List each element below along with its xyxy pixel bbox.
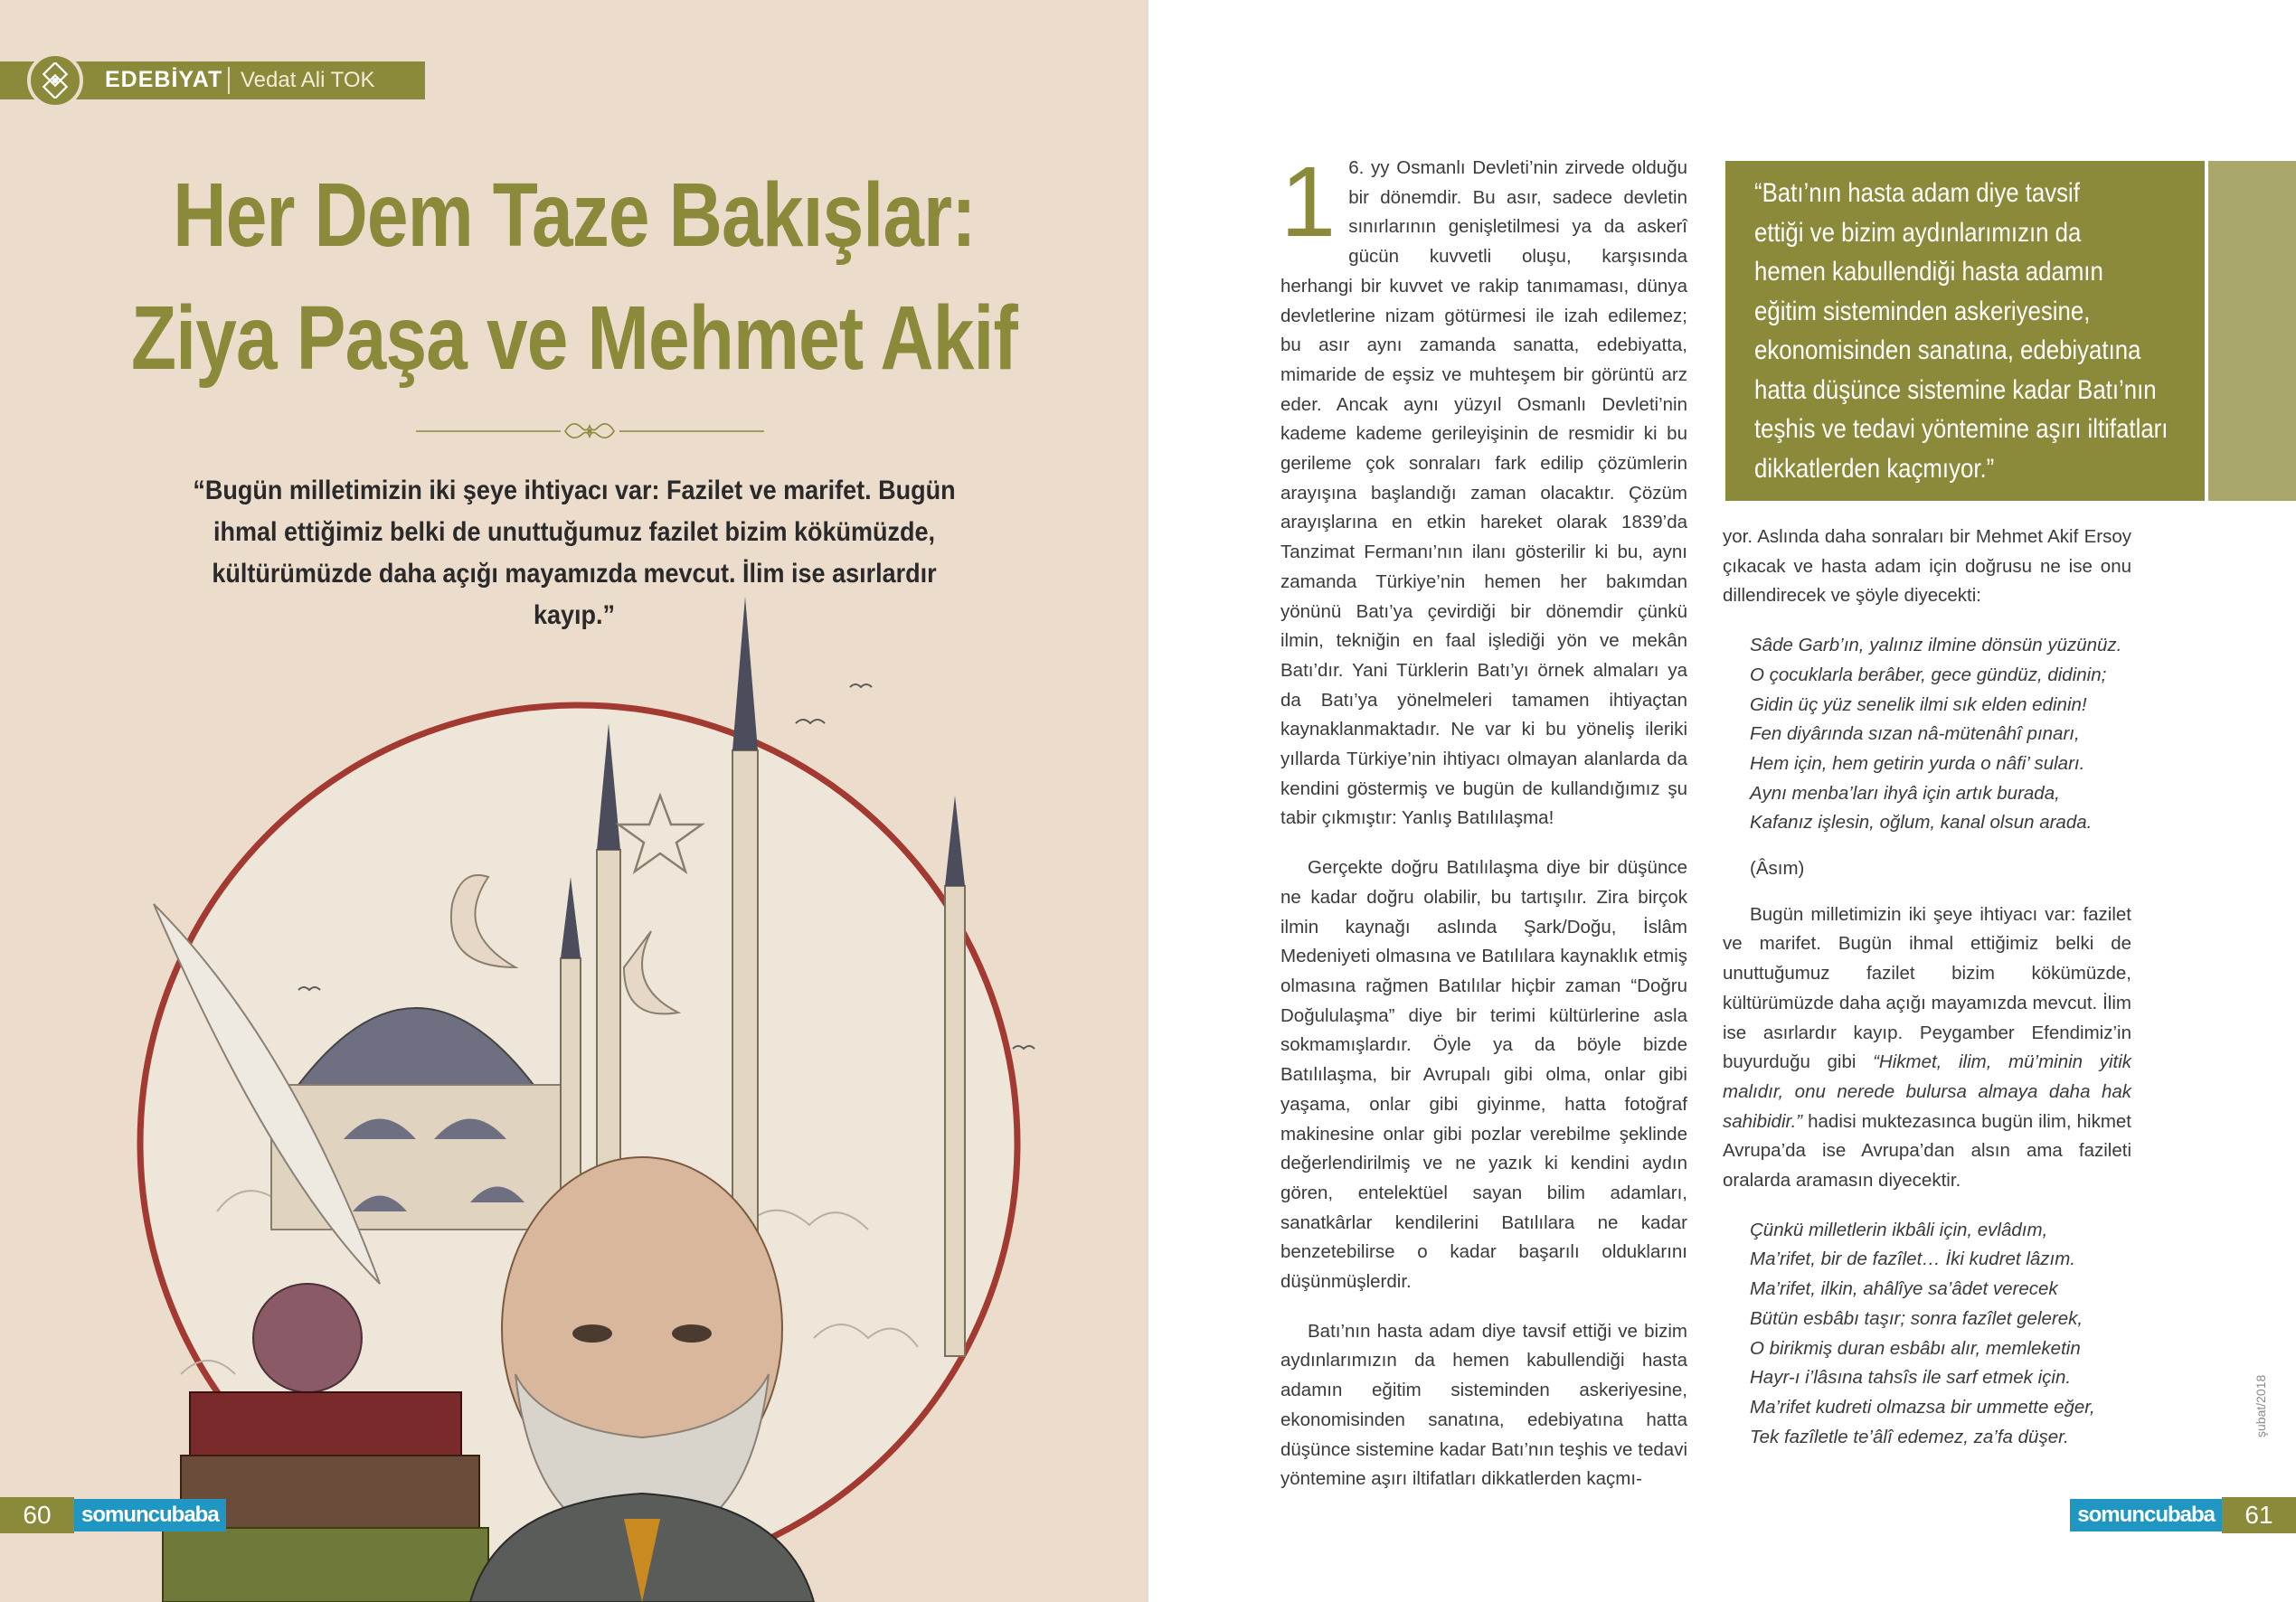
poem-line: Ma’rifet, bir de fazîlet… İki kudret lâzım. xyxy=(1750,1249,2076,1270)
poem-line: Tek fazîletle te’âlî edemez, za’fa düşer. xyxy=(1750,1426,2069,1447)
illustration-mehmet-akif-portrait xyxy=(0,579,1148,1602)
poem-line: Hem için, hem getirin yurda o nâfi’ suları. xyxy=(1750,752,2085,774)
pull-quote-line: teşhis ve tedavi yöntemine aşırı iltifatları xyxy=(1754,414,2168,444)
poem-line: Kafanız işlesin, oğlum, kanal olsun arada. xyxy=(1750,812,2093,834)
poem-line: Gidin üç yüz senelik ilmi sık elden edinin! xyxy=(1750,693,2087,715)
issue-date: şubat/2018 xyxy=(2253,1374,2268,1437)
article-column-right xyxy=(1723,523,2131,1468)
poem-line: O birikmiş duran esbâbı alır, memleketin xyxy=(1750,1337,2081,1359)
paragraph: yor. Aslında daha sonraları bir Mehmet Akif Ersoy çıkacak ve hasta adam için doğrusu ne ise onu dillendirecek ve şöyle diyecekti: xyxy=(1723,526,2131,607)
paragraph: Batı’nın hasta adam diye tavsif ettiği ve bizim aydınlarımızın da hemen kabullendiği hasta adamın eğitim sisteminden askeriyesine, ekonomisinden sanatına, edebiyatına hatta düşünce sistemine kadar Batı’nın teşhis ve tedavi yöntemine aşırı iltifatları dikkatlerden kaçmı- xyxy=(1280,1320,1687,1490)
hadith-quote: “Hikmet, ilim, mü’minin yitik malıdır, onu nerede bulursa almaya daha hak sahibidir.” xyxy=(1723,1051,2132,1132)
article-title xyxy=(103,154,1044,400)
section-divider xyxy=(228,67,230,94)
poem-line: Sâde Garb’ın, yalınız ilmine dönsün yüzünüz. xyxy=(1750,635,2122,656)
page-number-left xyxy=(0,1497,226,1533)
drop-cap: 1 xyxy=(1280,146,1337,258)
pull-quote-line: dikkatlerden kaçmıyor.” xyxy=(1754,453,1995,484)
pull-quote-line: hatta düşünce sistemine kadar Batı’nın xyxy=(1754,374,2157,405)
poem-line: Bütün esbâbı taşır; sonra fazîlet gelerek, xyxy=(1750,1307,2083,1329)
poem-marifet xyxy=(1750,1216,2131,1453)
paragraph-text: hadisi muktezasınca bugün ilim, hikmet Avrupa’da ise Avrupa’dan alsın ama fazileti oralarda aramasın diyecektir. xyxy=(1723,1110,2131,1192)
pull-quote-line: ekonomisinden sanatına, edebiyatına xyxy=(1754,335,2141,365)
page-number: 61 xyxy=(2222,1497,2296,1533)
article-title-line-2: Ziya Paşa ve Mehmet Akif xyxy=(131,287,1017,389)
article-column-left xyxy=(1280,146,1687,1514)
poem-line: Çünkü milletlerin ikbâli için, evlâdım, xyxy=(1750,1219,2048,1240)
poem-line: O çocuklarla berâber, gece gündüz, didinin; xyxy=(1750,664,2107,685)
article-title-line-1: Her Dem Taze Bakışlar: xyxy=(173,165,976,266)
poem-line: Ma’rifet, ilkin, ahâlîye sa’âdet verecek xyxy=(1750,1278,2058,1300)
pull-quote-line: hemen kabullendiği hasta adamın xyxy=(1754,257,2103,287)
pull-quote-line: ettiği ve bizim aydınlarımızın da xyxy=(1754,217,2082,248)
ornament-emblem-icon xyxy=(27,52,83,108)
brand-logo: somuncubaba xyxy=(2070,1499,2222,1531)
title-divider-ornament-icon xyxy=(416,418,764,445)
paragraph-text: Bugün milletimizin iki şeye ihtiyacı var: fazilet ve marifet. Bugün ihmal ettiğimiz belki de unuttuğumuz fazilet bizim kökümüzde, kültürümüzde daha açığı mayamızda mevcut. İlim ise asırlardır kayıp. Peygamber Efendimiz’in buyurduğu gibi xyxy=(1723,903,2131,1073)
section-label: EDEBİYAT xyxy=(105,67,223,92)
pull-quote-box xyxy=(1725,161,2205,501)
pull-quote-line: eğitim sisteminden askeriyesine, xyxy=(1754,296,2091,326)
poem-asim xyxy=(1750,631,2131,838)
page-number-right xyxy=(2070,1497,2296,1533)
paragraph xyxy=(1723,900,2131,1196)
poem-line: Aynı menba’ları ihyâ için artık burada, xyxy=(1750,782,2060,804)
paragraph: 6. yy Osmanlı Devleti’nin zirvede olduğu bir dönemdir. Bu asır, sadece devletin sınırlarının genişletilmesi ya da askerî gücün kuvvetli oluşu, karşısında herhangi bir kuvvet ve rakip tanımaması, dünya devletlerine nizam götürmesi ile izah edilemez; bu asır aynı zamanda sanatta, edebiyatta, mimaride de eşsiz ve muhteşem bir görüntü arz eder. Ancak aynı yüzyıl Osmanlı Devleti’nin kademe kademe gerileyişinin de resmidir ki bu gerileme çok sonraları fark edilip çözümlerin arayışına başlandığı zaman olacaktır. Çözüm arayışlarına en etkin hareket olarak 1839’da Tanzimat Fermanı’nın ilanı gösterilir ki bu, aynı zamanda Türkiye’nin hemen her bakımdan yönünü Batı’ya çevirdiği bir dönemdir çünkü ilmin, tekniğin en faal işlediği yön ve mekân Batı’dır. Yani Türklerin Batı’yı örnek almaları ya da Batı’ya yönelmeleri tamamen ihtiyaçtan kaynaklanmaktadır. Ne var ki bu yöneliş ileriki yıllarda Türkiye’nin ihtiyacı olmayan alanlarda da kendini göstermiş ve bugün de kullandığımız şu tabir çıkmıştır: Yanlış Batılılaşma! xyxy=(1280,157,1687,829)
author-name: Vedat Ali TOK xyxy=(241,68,375,92)
poem-line: Ma’rifet kudreti olmazsa bir ummette eğer, xyxy=(1750,1396,2095,1418)
paragraph: Gerçekte doğru Batılılaşma diye bir düşünce ne kadar doğru olabilir, bu tartışılır. Zira birçok ilmin kaynağı aslında Şark/Doğu, İslâm Medeniyeti olmasına ve Batılılara kaynaklık etmiş olmasına rağmen Batılılar hiçbir zaman “Doğru Doğululaşma” diye bir terimi kültürlerine asla sokmamışlardır. Öyle ya da böyle bizde Batılılaşma, bir Avrupalı gibi olma, onlar gibi yaşama, onlar gibi giyinme, hatta fotoğraf makinesine onlar gibi pozlar verebilme şeklinde değerlendirilmiş ve ne yazık ki kendini aydın gören, entelektüel sayan bilim adamları, sanatkârlar kendilerini Batılılara ne kadar benzetebilirse o kadar başarılı olduklarını düşünmüşlerdir. xyxy=(1280,857,1687,1293)
pull-quote-left: “Bugün milletimizin iki şeye ihtiyacı var: Fazilet ve marifet. Bugün ihmal ettiğimiz belki de unuttuğumuz fazilet bizim kökümüzde, kültürümüzde daha açığı mayamızda mevcut. İlim ise asırlardır kayıp.” xyxy=(193,476,956,630)
poem-line: Hayr-ı i’lâsına tahsîs ile sarf etmek için. xyxy=(1750,1367,2072,1389)
poem-signature: (Âsım) xyxy=(1750,858,1805,880)
page-number: 60 xyxy=(0,1497,74,1533)
pull-quote-side-band xyxy=(2208,161,2296,501)
right-page xyxy=(1148,0,2296,1602)
poem-line: Fen diyârında sızan nâ-mütenâhî pınarı, xyxy=(1750,723,2080,745)
brand-logo: somuncubaba xyxy=(74,1499,226,1531)
section-tag xyxy=(0,61,425,99)
pull-quote-line: “Batı’nın hasta adam diye tavsif xyxy=(1754,178,2080,208)
